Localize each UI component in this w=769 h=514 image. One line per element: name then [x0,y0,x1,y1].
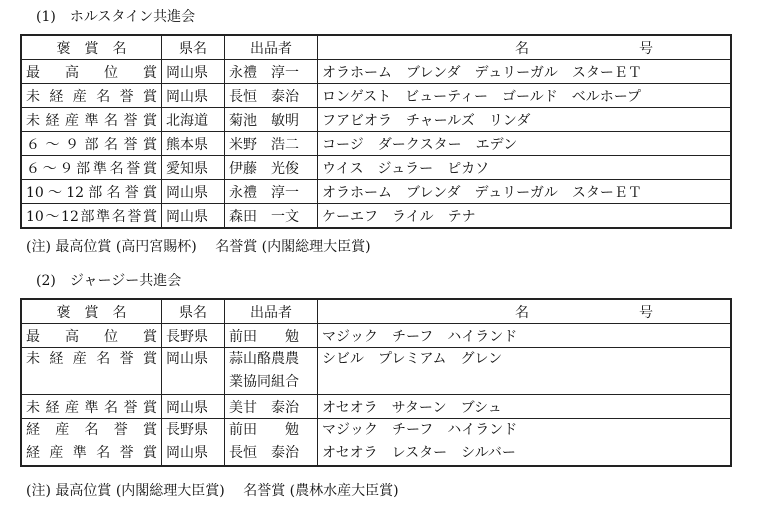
prefecture: 岡山県 [166,445,208,461]
exhibitor-line-1: 蒜山酪農農 [229,351,299,367]
cow-name: マジック チーフ ハイランド [322,422,518,438]
prefecture: 岡山県 [166,351,208,367]
cow-name: マジック チーフ ハイランド [318,324,732,348]
table-row [21,348,731,395]
cow-name: ウイス ジュラー ピカソ [318,156,732,180]
section-1-title: (1) ホルスタイン共進会 [36,9,196,25]
cow-name: オセオラ レスター シルバー [322,445,516,461]
prefecture: 岡山県 [162,204,225,229]
award-name: 未経産名誉賞 [26,351,157,367]
table-row [21,60,731,84]
table-row [21,156,731,180]
exhibitor: 前田 勉 [225,324,318,348]
award-name: 最 高 位 賞 [26,64,157,81]
prefecture: 岡山県 [162,60,225,84]
prefecture: 岡山県 [162,84,225,108]
prefecture: 岡山県 [162,180,225,204]
cow-name: ロンゲスト ビューティー ゴールド ベルホープ [318,84,732,108]
header-exhibitor: 出品者 [225,299,318,324]
cow-name: ケーエフ ライル テナ [318,204,732,229]
award-name: 10～12部名誉賞 [26,184,157,201]
table-row [21,204,731,229]
prefecture: 長野県 [166,422,208,438]
cow-name: オラホーム ブレンダ デュリーガル スターＥＴ [318,60,732,84]
header-award: 褒 賞 名 [21,299,162,324]
exhibitor: 長恒 泰治 [225,84,318,108]
award-name: 未経産名誉賞 [26,88,157,105]
exhibitor: 森田 一文 [225,204,318,229]
award-name: ６～９部名誉賞 [26,136,157,153]
header-cow-name-left: 名 [515,40,529,57]
table-header-row [21,299,731,324]
exhibitor: 長恒 泰治 [229,445,299,461]
table-row [21,84,731,108]
table-row [21,180,731,204]
section-2-note: (注) 最高位賞 (内閣総理大臣賞) 名誉賞 (農林水産大臣賞) [26,483,399,499]
table-header-row [21,35,731,60]
section-1-note: (注) 最高位賞 (高円宮賜杯) 名誉賞 (内閣総理大臣賞) [26,239,371,255]
exhibitor: 米野 浩二 [225,132,318,156]
header-cow-name-left: 名 [515,304,529,321]
award-name: 10～12部準名誉賞 [26,208,157,225]
award-name: 経産準名誉賞 [26,445,157,461]
cow-name: コージ ダークスター エデン [318,132,732,156]
header-award: 褒 賞 名 [21,35,162,60]
award-name: ６～９部準名誉賞 [26,160,157,177]
exhibitor: 美甘 泰治 [225,395,318,419]
award-name: 最 高 位 賞 [26,328,157,345]
prefecture: 長野県 [162,324,225,348]
award-name: 未経産準名誉賞 [26,399,157,416]
header-exhibitor: 出品者 [225,35,318,60]
holstein-table [20,34,732,229]
header-cow-name-right: 号 [639,40,653,57]
cow-name: オラホーム ブレンダ デュリーガル スターＥＴ [318,180,732,204]
header-cow-name-right: 号 [639,304,653,321]
cow-name: フアビオラ チャールズ リンダ [318,108,732,132]
exhibitor: 永禮 淳一 [225,60,318,84]
header-cow-name [318,35,732,60]
header-pref: 県名 [162,35,225,60]
exhibitor-line-2: 業協同組合 [229,374,299,390]
exhibitor: 前田 勉 [229,422,299,438]
exhibitor: 伊藤 光俊 [225,156,318,180]
table-row [21,108,731,132]
header-pref: 県名 [162,299,225,324]
award-name: 未経産準名誉賞 [26,112,157,129]
prefecture: 北海道 [162,108,225,132]
prefecture: 愛知県 [162,156,225,180]
award-name: 経産名誉賞 [26,422,157,438]
header-cow-name [318,299,732,324]
table-row [21,324,731,348]
table-row [21,395,731,419]
prefecture: 熊本県 [162,132,225,156]
jersey-table [20,298,732,467]
exhibitor: 永禮 淳一 [225,180,318,204]
cow-name: オセオラ サターン ブシュ [318,395,732,419]
cow-name: シビル プレミアム グレン [322,351,503,367]
section-2-title: (2) ジャージー共進会 [36,273,182,289]
table-row [21,419,731,467]
prefecture: 岡山県 [162,395,225,419]
exhibitor: 菊池 敏明 [225,108,318,132]
table-row [21,132,731,156]
